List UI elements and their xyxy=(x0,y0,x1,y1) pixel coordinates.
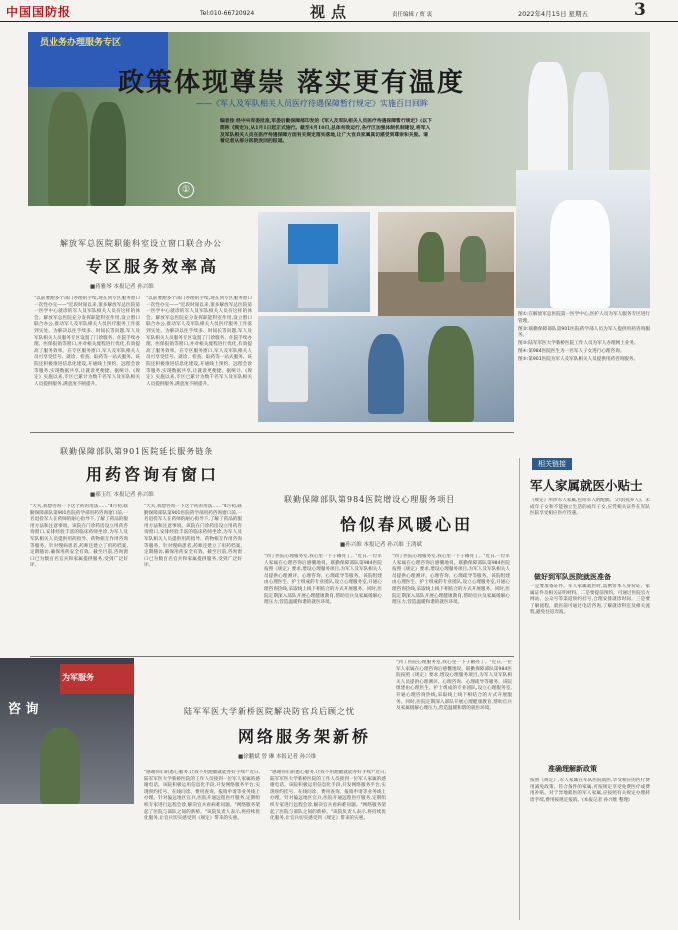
article-body: "以前要跑多个部门办理的手续,现在到专区服务窗口一次性办完——"近段时间以来,很多解放军总医院第一医学中心就诊的军人及军队相关人员有这样的体会。解放军总医院充分发挥职能科室作用,设立窗口联合办公,推动军人及军队相关人员医疗服务工作落到实处。为解决以往手续多、时间长等问题,军人及军队相关人员服务专区设置了门诊服务、住院手续办理、医保报销等窗口,并对相关流程进行优化,有效提高了服务效率。在专区服务窗口,军人及军队相关人员可享受挂号、就诊、检查、取药等一站式服务。该院还积极推进信息化建设,开通线上预约、远程会诊等服务,实现数据共享,让就诊更便捷。据统计,《规定》实施以来,专区已累计为数千名军人及军队相关人员提供服务,满意度不断提升。 xyxy=(34,296,140,387)
screen-text: 咨 询 xyxy=(8,702,39,717)
photo-caption: 图②:联勤保障部队第901医院药学部人员为军人提供用药咨询服务。 xyxy=(518,326,650,339)
sidebar-subheading: 做好到军队医院就医准备 xyxy=(534,573,611,581)
sidebar-tag: 相关链接 xyxy=(532,458,572,470)
article-body: "到了医院心理服务室,我心里一下子敞亮了。"近日,一位军人家属在心理咨询后感慨地说。联勤保障部队第984医院按照《规定》要求,增设心理服务项目,为军人及军队相关人员提供心理测评、心理咨询、心理疏导等服务。该院组建由心理医生、护士组成的专业团队,设立心理服务室,开通心理咨询热线,采取线上线下相结合的方式开展服务。同时,医院定期深入部队开展心理健康教育,帮助官兵及家属缓解心理压力,营造温暖和谐的就医环境。 xyxy=(392,554,510,606)
article-byline: ■蒋雅琴 本报记者 孙兴维 xyxy=(90,284,154,290)
article-byline: ■徐鹏斌 曾 琳 本报记者 孙兴维 xyxy=(238,754,317,760)
article-kicker: 联勤保障部队第984医院增设心理服务项目 xyxy=(284,495,456,504)
kiosk-screen xyxy=(288,224,338,264)
newspaper-logo: 中国国防报 xyxy=(6,5,72,19)
screen-text: 为军服务 xyxy=(62,673,94,682)
article-byline: ■孙兴维 本报记者 孙兴维 王鸿斌 xyxy=(340,542,422,548)
staff-figure xyxy=(418,232,444,282)
tel-number: Tel:010-66720924 xyxy=(200,10,255,17)
soldier-figure xyxy=(48,92,88,206)
article-kicker: 陆军军医大学新桥医院解决防官兵后顾之忧 xyxy=(184,707,355,716)
photo-caption: 图①:在解放军总医院第一医学中心,医护人员为军人服务专区进行管理。 xyxy=(518,312,650,324)
counseling-photo xyxy=(258,316,514,422)
masthead xyxy=(0,0,678,22)
page-number: 3 xyxy=(634,0,646,20)
article-body: "到了医院心理服务室,我心里一下子敞亮了。"近日,一位军人家属在心理咨询后感慨地说。联勤保障部队第984医院按照《规定》要求,增设心理服务项目,为军人及军队相关人员提供心理测评、心理咨询、心理疏导等服务。该院组建由心理医生、护士组成的专业团队,设立心理服务室,开通心理咨询热线,采取线上线下相结合的方式开展服务。同时,医院定期深入部队开展心理健康教育,帮助官兵及家属缓解心理压力,营造温暖和谐的就医环境。 xyxy=(396,660,512,712)
kiosk-stand xyxy=(298,264,328,308)
sidebar-subheading: 准确理解新政策 xyxy=(548,765,597,773)
editor-note: 编者按 经中央军委批准,军委后勤保障部印发的《军人及军队相关人员医疗待遇保障暂行规定》(以下简称《规定》),从1月1日起正式施行。截至4月10日,总体有效运行,各疗区加强体制机制建设,将军人及军队相关人员在医疗待遇保障方面有关规定落实落地,让广大官兵家属真切感受到尊崇和关爱。请看记者从部分医院发回的报道。 xyxy=(220,118,432,145)
sidebar-title: 军人家属就医小贴士 xyxy=(530,478,643,493)
article-body: "大夫,我想咨询一下这个药的用法……"4月初,联勤保障部队第901医院药学部用药咨询窗口前,一名退役军人在药师的耐心指导下,了解了药品的服用方法和注意事项。该院在门诊药房设立用药咨询窗口,安排经验丰富的临床药师坐诊,为军人及军队相关人员提供用药指导、药物相互作用咨询等服务。针对慢病患者,药师还建立了用药档案,定期随访,确保用药安全有效。截至目前,咨询窗口已为数百名官兵和家属提供服务,受到广泛好评。 xyxy=(144,504,242,569)
screen-photo xyxy=(0,658,134,804)
photo-caption: 图④:第984医院医生为一名军人子女进行心理咨询。 xyxy=(518,348,625,354)
divider xyxy=(30,656,514,657)
nurse-photo xyxy=(516,170,650,308)
article-headline: 专区服务效率高 xyxy=(86,257,220,276)
article-body: "感谢你们的悉心服务,让我不用跑腿就能办好手续!"近日,陆军军医大学新桥医院的工作人员接到一位军人家属的感谢电话。该院积极运用信息化手段,开发网络服务平台,实现预约挂号、在线问诊、费用查询、报销申请等业务线上办理。针对偏远地区官兵,医院开通远程医疗服务,定期组织专家进行远程会诊,解决官兵看病难问题。"网络服务架起了医院与部队之间的新桥。"该院负责人表示,将持续优化服务,让官兵切实感受到《规定》带来的实惠。 xyxy=(144,770,260,822)
section-title: 视点 xyxy=(310,3,353,21)
child-figure xyxy=(368,334,404,414)
sidebar-body: 《规定》所涉军人家属,包括军人的配偶、父母(抚养人)、未成年子女和不能独立生活的成年子女,应凭相关证件在军队医院享受相应医疗待遇。 xyxy=(530,498,650,517)
article-body: "以前要跑多个部门办理的手续,现在到专区服务窗口一次性办完——"近段时间以来,很多解放军总医院第一医学中心就诊的军人及军队相关人员有这样的体会。解放军总医院充分发挥职能科室作用,设立窗口联合办公,推动军人及军队相关人员医疗服务工作落到实处。为解决以往手续多、时间长等问题,军人及军队相关人员服务专区设置了门诊服务、住院手续办理、医保报销等窗口,并对相关流程进行优化,有效提高了服务效率。在专区服务窗口,军人及军队相关人员可享受挂号、就诊、检查、取药等一站式服务。该院还积极推进信息化建设,开通线上预约、远程会诊等服务,实现数据共享,让就诊更便捷。据统计,《规定》实施以来,专区已累计为数千名军人及军队相关人员提供服务,满意度不断提升。 xyxy=(146,296,252,387)
nurse-figure xyxy=(550,200,610,308)
soldier-figure xyxy=(40,728,80,804)
photo-caption: 图③:陆军军医大学新桥医院工作人员为军人办理网上业务。 xyxy=(518,341,639,347)
kiosk-photo xyxy=(258,212,370,312)
article-headline: 用药咨询有窗口 xyxy=(86,465,220,484)
article-headline: 网络服务架新桥 xyxy=(238,727,372,746)
staff-figure xyxy=(460,236,486,282)
photo-caption: 图⑤:第901医院为军人及军队相关人员提供用药咨询服务。 xyxy=(518,356,639,362)
laptop xyxy=(268,346,308,402)
soldier-figure xyxy=(90,102,126,206)
desk xyxy=(378,272,514,316)
page-subheadline: ——《军人及军队相关人员医疗待遇保障暂行规定》实施百日回眸 xyxy=(196,99,428,108)
service-desk-photo xyxy=(378,212,514,316)
article-body: "感谢你们的悉心服务,让我不用跑腿就能办好手续!"近日,陆军军医大学新桥医院的工作人员接到一位军人家属的感谢电话。该院积极运用信息化手段,开发网络服务平台,实现预约挂号、在线问诊、费用查询、报销申请等业务线上办理。针对偏远地区官兵,医院开通远程医疗服务,定期组织专家进行远程会诊,解决官兵看病难问题。"网络服务架起了医院与部队之间的新桥。"该院负责人表示,将持续优化服务,让官兵切实感受到《规定》带来的实惠。 xyxy=(270,770,386,822)
page-headline: 政策体现尊崇 落实更有温度 xyxy=(118,68,466,98)
photo-captions xyxy=(518,312,650,438)
article-byline: ■郝玉红 本报记者 孙兴维 xyxy=(90,492,154,498)
sidebar-body: 按照《规定》,军人家属在军队医院就医,享受相应的医疗费用减免政策。符合条件的家属,可按规定享受免费医疗或费用补贴。对于异地就医的军人家属,应按照有关规定办理转诊手续,费用按规定报销。(本报记者 孙兴维 整理) xyxy=(530,778,650,803)
article-kicker: 联勤保障部队第901医院延长服务链条 xyxy=(60,447,214,456)
article-body: "大夫,我想咨询一下这个药的用法……"4月初,联勤保障部队第901医院药学部用药咨询窗口前,一名退役军人在药师的耐心指导下,了解了药品的服用方法和注意事项。该院在门诊药房设立用药咨询窗口,安排经验丰富的临床药师坐诊,为军人及军队相关人员提供用药指导、药物相互作用咨询等服务。针对慢病患者,药师还建立了用药档案,定期随访,确保用药安全有效。截至目前,咨询窗口已为数百名官兵和家属提供服务,受到广泛好评。 xyxy=(30,504,128,569)
soldier-figure xyxy=(428,326,474,422)
article-body: "到了医院心理服务室,我心里一下子敞亮了。"近日,一位军人家属在心理咨询后感慨地说。联勤保障部队第984医院按照《规定》要求,增设心理服务项目,为军人及军队相关人员提供心理测评、心理咨询、心理疏导等服务。该院组建由心理医生、护士组成的专业团队,设立心理服务室,开通心理咨询热线,采取线上线下相结合的方式开展服务。同时,医院定期深入部队开展心理健康教育,帮助官兵及家属缓解心理压力,营造温暖和谐的就医环境。 xyxy=(264,554,382,606)
article-headline: 恰似春风暖心田 xyxy=(340,515,474,534)
service-sign-text: 员业务办理服务专区 xyxy=(40,38,122,48)
editor-credit: 责任编辑 / 贾 衷 xyxy=(392,12,433,18)
issue-date: 2022年4月15日 星期五 xyxy=(518,10,589,18)
article-kicker: 解放军总医院职能科室设立窗口联合办公 xyxy=(60,239,222,248)
sidebar-body: 一是要准备证件。军人家属就医时,需携带本人身份证、家属证件及相关证明材料。二是要提前预约。可通过医院官方网站、公众号等渠道预约挂号,合理安排就诊时间。三是要了解流程。就医前可通过电话咨询,了解就诊科室及相关流程,避免往返奔波。 xyxy=(530,584,650,616)
photo-number-badge: ① xyxy=(178,182,194,198)
divider xyxy=(30,432,514,433)
